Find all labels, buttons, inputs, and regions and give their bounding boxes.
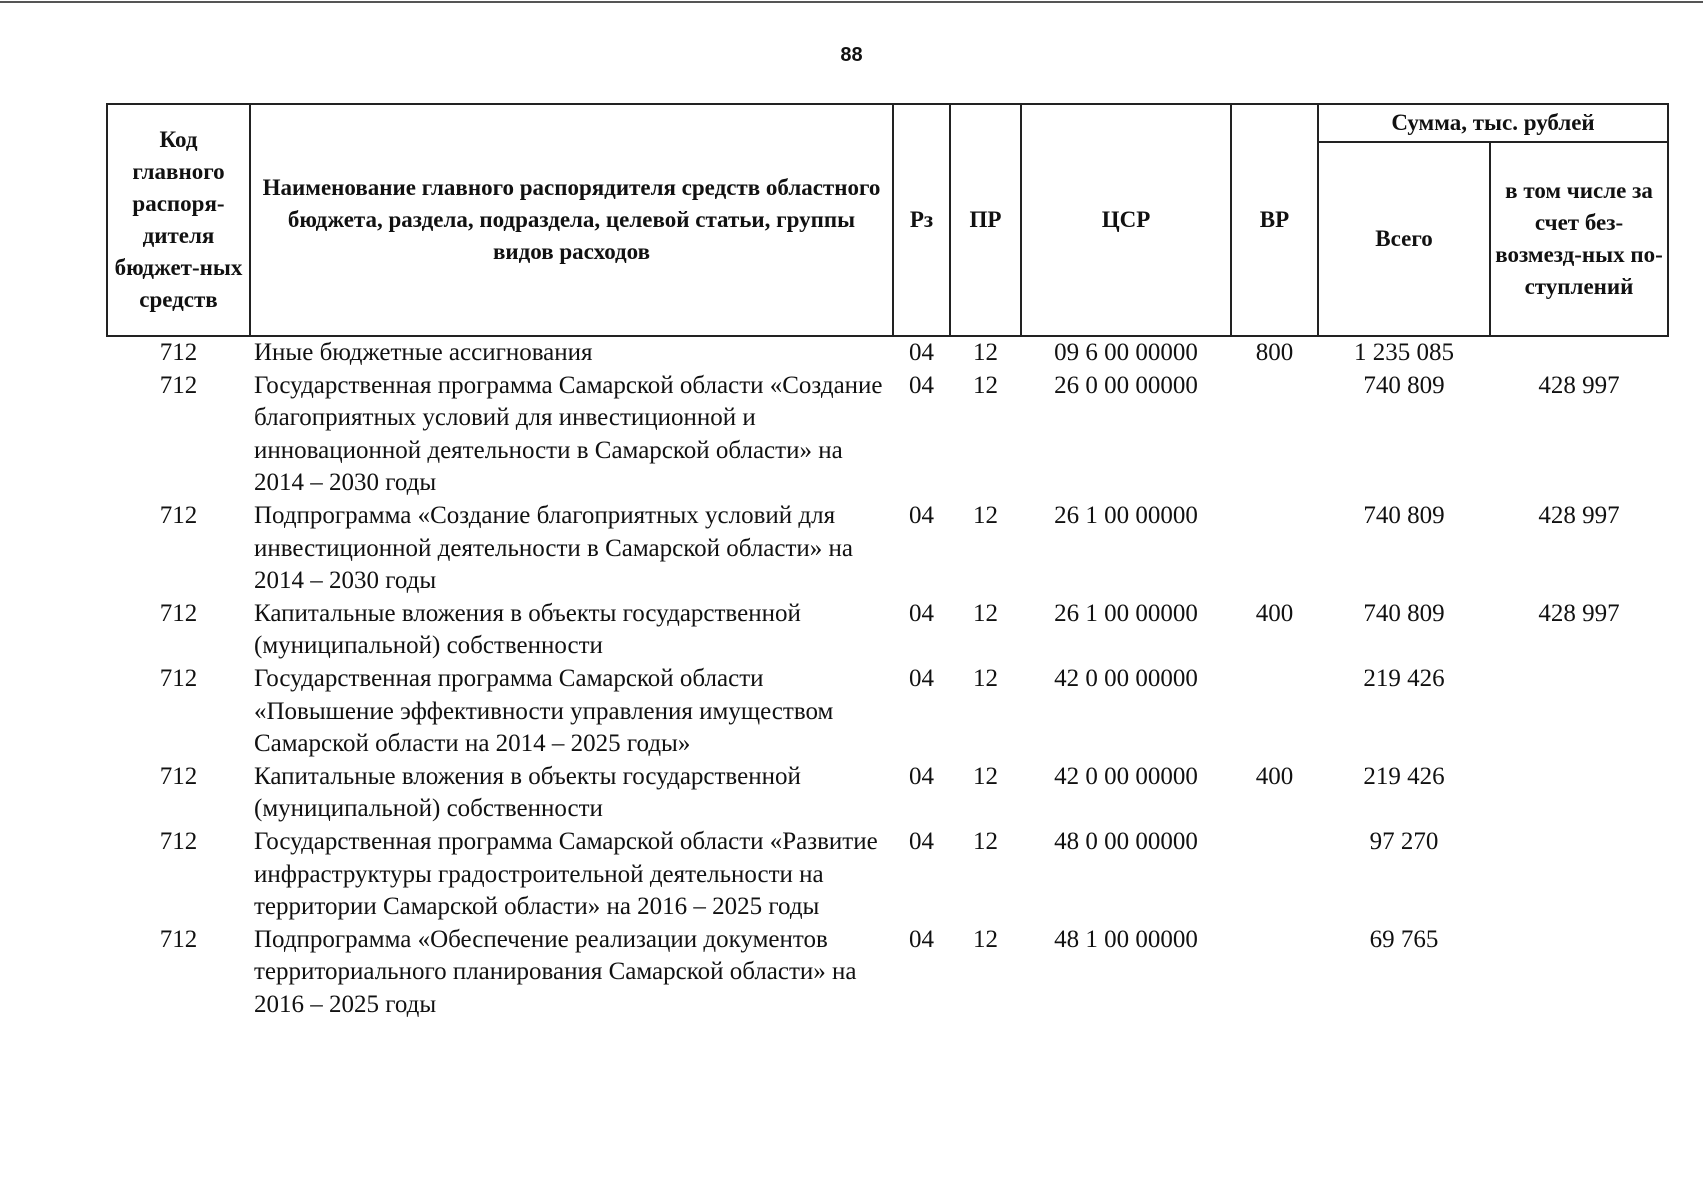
table-row xyxy=(107,924,1668,1022)
cell-free xyxy=(1490,336,1668,370)
table-row xyxy=(107,336,1668,370)
table-header xyxy=(107,104,1668,336)
cell-rz: 04 xyxy=(909,762,934,790)
cell-name: Капитальные вложения в объекты государственной (муниципальной) собственности xyxy=(254,599,801,660)
cell-vr: 800 xyxy=(1255,339,1294,366)
cell-vr: 400 xyxy=(1255,599,1294,627)
cell-name: Капитальные вложения в объекты государственной (муниципальной) собственности xyxy=(254,762,801,823)
cell-csr: 26 1 00 00000 xyxy=(1054,501,1198,529)
header-free: в том числе за счет без-возмезд-ных по-ступлений xyxy=(1490,142,1668,336)
cell-csr: 09 6 00 00000 xyxy=(1054,339,1198,366)
cell-rz: 04 xyxy=(909,925,934,953)
cell-csr: 42 0 00 00000 xyxy=(1054,664,1198,692)
cell-csr: 26 0 00 00000 xyxy=(1054,371,1198,399)
table-row xyxy=(107,826,1668,924)
cell-pr: 12 xyxy=(973,664,998,692)
table-row xyxy=(107,370,1668,500)
cell-free: 428 997 xyxy=(1538,599,1620,627)
cell-pr: 12 xyxy=(973,599,998,627)
cell-free xyxy=(1490,663,1668,761)
cell-name: Государственная программа Самарской области «Развитие инфраструктуры градостроительной деятельности на территории Самарской области» на 2016 – 2025 годы xyxy=(254,827,878,921)
header-sum: Сумма, тыс. рублей xyxy=(1318,104,1668,142)
cell-code: 712 xyxy=(159,664,198,692)
header-pr: ПР xyxy=(950,104,1021,336)
cell-name: Государственная программа Самарской области «Создание благоприятных условий для инвестиционной и инновационной деятельности в Самарской области» на 2014 – 2030 годы xyxy=(254,371,883,497)
cell-pr: 12 xyxy=(973,762,998,790)
cell-csr: 48 0 00 00000 xyxy=(1054,827,1198,855)
cell-total: 740 809 xyxy=(1363,599,1445,627)
cell-free xyxy=(1490,924,1668,1022)
cell-total: 740 809 xyxy=(1363,371,1445,399)
cell-rz: 04 xyxy=(909,599,934,627)
cell-total: 1 235 085 xyxy=(1354,339,1454,366)
cell-free xyxy=(1490,761,1668,826)
cell-total: 740 809 xyxy=(1363,501,1445,529)
cell-code: 712 xyxy=(159,762,198,790)
cell-pr: 12 xyxy=(973,339,998,366)
cell-csr: 26 1 00 00000 xyxy=(1054,599,1198,627)
cell-code: 712 xyxy=(159,339,198,366)
cell-csr: 42 0 00 00000 xyxy=(1054,762,1198,790)
cell-free: 428 997 xyxy=(1538,371,1620,399)
cell-total: 219 426 xyxy=(1363,664,1445,692)
cell-name: Иные бюджетные ассигнования xyxy=(254,339,593,366)
cell-vr: 400 xyxy=(1255,762,1294,790)
cell-name: Подпрограмма «Создание благоприятных условий для инвестиционной деятельности в Самарской области» на 2014 – 2030 годы xyxy=(254,501,854,595)
cell-rz: 04 xyxy=(909,371,934,399)
cell-name: Государственная программа Самарской области «Повышение эффективности управления имуществом Самарской области на 2014 – 2025 годы» xyxy=(254,664,834,758)
cell-code: 712 xyxy=(159,501,198,529)
header-code: Код главного распоря-дителя бюджет-ных средств xyxy=(107,104,250,336)
cell-vr xyxy=(1231,924,1318,1022)
top-rule xyxy=(0,1,1703,3)
cell-free xyxy=(1490,826,1668,924)
budget-table xyxy=(106,103,1669,1021)
cell-code: 712 xyxy=(159,827,198,855)
cell-rz: 04 xyxy=(909,827,934,855)
cell-free: 428 997 xyxy=(1538,501,1620,529)
cell-csr: 48 1 00 00000 xyxy=(1054,925,1198,953)
table-row xyxy=(107,500,1668,598)
cell-vr xyxy=(1231,826,1318,924)
header-vr: ВР xyxy=(1231,104,1318,336)
cell-code: 712 xyxy=(159,599,198,627)
cell-vr xyxy=(1231,370,1318,500)
cell-name: Подпрограмма «Обеспечение реализации документов территориального планирования Самарской области» на 2016 – 2025 годы xyxy=(254,925,857,1018)
header-total: Всего xyxy=(1318,142,1490,336)
cell-rz: 04 xyxy=(909,664,934,692)
cell-pr: 12 xyxy=(973,371,998,399)
table-body xyxy=(107,336,1668,1021)
table-row xyxy=(107,663,1668,761)
header-rz: Рз xyxy=(893,104,950,336)
cell-rz: 04 xyxy=(909,339,934,366)
cell-rz: 04 xyxy=(909,501,934,529)
header-name: Наименование главного распорядителя средств областного бюджета, раздела, подраздела, целевой статьи, группы видов расходов xyxy=(250,104,893,336)
cell-pr: 12 xyxy=(973,501,998,529)
cell-total: 219 426 xyxy=(1363,762,1445,790)
cell-total: 97 270 xyxy=(1369,827,1439,855)
cell-pr: 12 xyxy=(973,827,998,855)
cell-code: 712 xyxy=(159,371,198,399)
cell-total: 69 765 xyxy=(1369,925,1439,953)
table-row xyxy=(107,761,1668,826)
cell-pr: 12 xyxy=(973,925,998,953)
cell-code: 712 xyxy=(159,925,198,953)
cell-vr xyxy=(1231,663,1318,761)
cell-vr xyxy=(1231,500,1318,598)
header-csr: ЦСР xyxy=(1021,104,1231,336)
table-row xyxy=(107,598,1668,663)
page-number: 88 xyxy=(840,44,863,66)
